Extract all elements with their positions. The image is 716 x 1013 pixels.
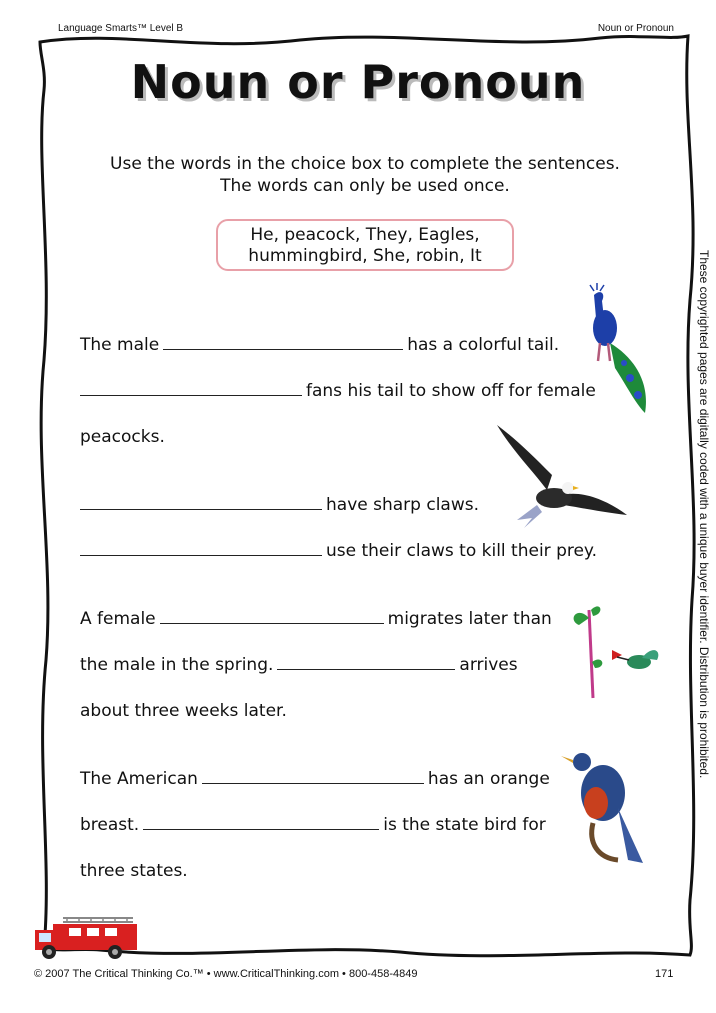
sentence-text: have sharp claws.: [326, 495, 479, 515]
instructions: Use the words in the choice box to complete the sentences. The words can only be used once.: [110, 154, 620, 196]
answer-blank[interactable]: [163, 335, 403, 350]
answer-blank[interactable]: [80, 495, 322, 510]
header-left: Language Smarts™ Level B: [58, 23, 184, 34]
choice-line-2: hummingbird, She, robin, It: [248, 246, 482, 266]
sentence-8: [80, 815, 546, 835]
fire-truck-illustration: [33, 912, 139, 962]
sentence-5: [80, 609, 552, 629]
page-number: 171: [655, 968, 674, 980]
header-right: Noun or Pronoun: [597, 23, 674, 34]
sentence-text: has an orange: [427, 769, 550, 789]
sentence-text: breast.: [80, 815, 140, 835]
robin-illustration: [558, 748, 653, 868]
sentence-text: use their claws to kill their prey.: [326, 541, 597, 561]
side-note-text: These copyrighted pages are digitally coded with a unique buyer identifier. Distribution is prohibited.: [697, 250, 711, 779]
answer-blank[interactable]: [80, 381, 302, 396]
sentence-text: is the state bird for: [383, 815, 546, 835]
answer-blank[interactable]: [143, 815, 379, 830]
sentence-text: fans his tail to show off for female: [306, 381, 596, 401]
answer-blank[interactable]: [277, 655, 455, 670]
answer-blank[interactable]: [202, 769, 424, 784]
choice-line-1: He, peacock, They, Eagles,: [250, 225, 480, 245]
choice-box: [216, 219, 514, 271]
sentence-6: [80, 655, 518, 675]
sentence-1: [80, 335, 559, 355]
sentence-3: [80, 495, 479, 515]
sentence-2-cont: peacocks.: [80, 427, 165, 447]
footer-copyright: © 2007 The Critical Thinking Co.™ • www.CriticalThinking.com • 800-458-4849: [34, 968, 418, 980]
sentence-4: [80, 541, 597, 561]
hummingbird-illustration: [567, 600, 667, 700]
sentence-text: A female: [80, 609, 156, 629]
sentence-text: migrates later than: [387, 609, 552, 629]
sentence-7: [80, 769, 550, 789]
answer-blank[interactable]: [160, 609, 384, 624]
sentence-8-cont: three states.: [80, 861, 188, 881]
sentence-text: arrives: [459, 655, 518, 675]
sentence-text: the male in the spring.: [80, 655, 274, 675]
answer-blank[interactable]: [80, 541, 322, 556]
peacock-illustration: [580, 283, 650, 418]
page-title: Noun or Pronoun: [130, 55, 586, 109]
sentence-text: The American: [80, 769, 198, 789]
sentence-2: [80, 381, 596, 401]
sentence-text: has a colorful tail.: [407, 335, 560, 355]
copyright-side-note: [695, 250, 715, 779]
sentence-6-cont: about three weeks later.: [80, 701, 287, 721]
eagle-illustration: [492, 420, 632, 535]
sentence-text: The male: [80, 335, 160, 355]
